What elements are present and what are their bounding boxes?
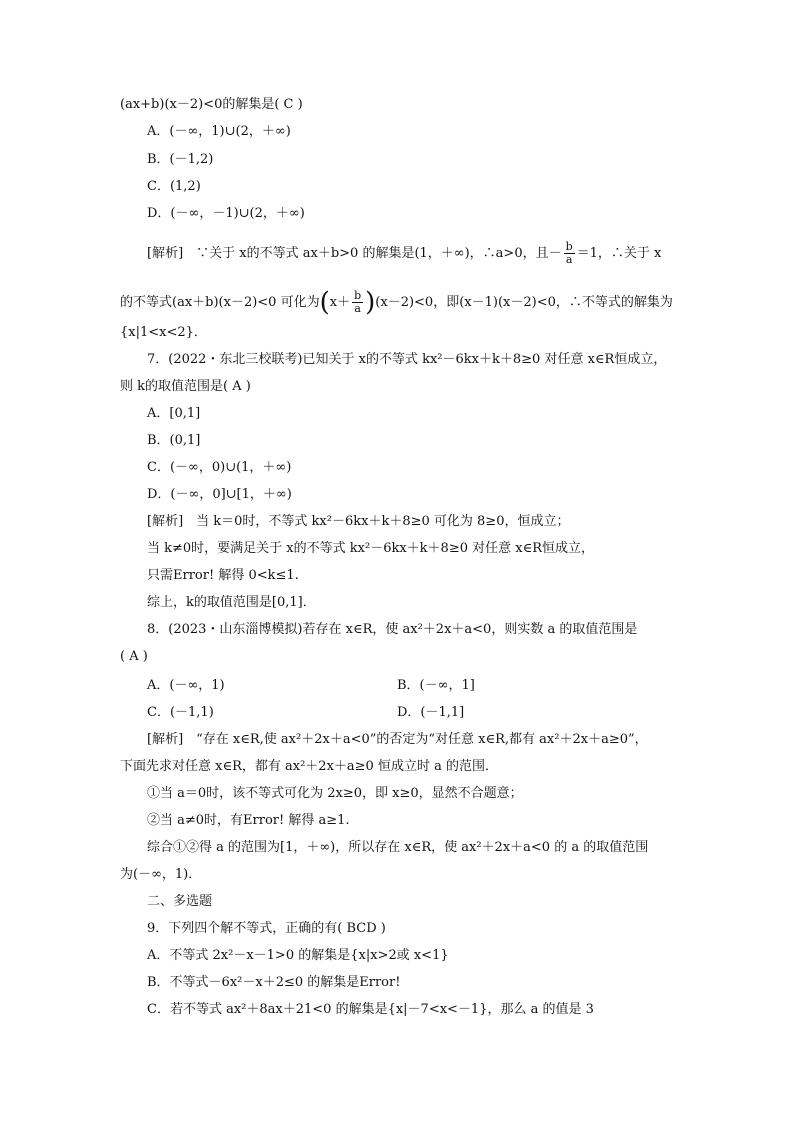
q7-stem-line-1: 7．(2022・东北三校联考)已知关于 x的不等式 kx²－6kx＋k＋8≥0 对任意 x∈R恒成立， — [147, 352, 667, 367]
fraction-b-over-a — [564, 241, 575, 266]
q8-option-c: C．(－1,1) — [147, 705, 214, 720]
q9-option-b: B．不等式－6x²－x＋2≤0 的解集是Error! — [147, 975, 401, 990]
q7-analysis-line-1: [解析] 当 k＝0时，不等式 kx²－6kx＋k＋8≥0 可化为 8≥0，恒成立； — [147, 514, 570, 529]
q7-analysis-line-3: 只需Error! 解得 0<k≤1. — [147, 568, 299, 583]
q7-option-b: B．(0,1] — [147, 433, 201, 448]
q8-stem-line-2: ( A ) — [120, 649, 148, 664]
q6-analysis-text-3: (x－2)<0，即(x－1)(x－2)<0，∴不等式的解集为 — [375, 295, 673, 310]
q6-option-a: A．(－∞，1)∪(2，＋∞) — [147, 124, 291, 139]
paren-inner-text: x＋ — [329, 295, 351, 310]
fraction-denominator: a — [565, 253, 573, 266]
right-paren: ) — [365, 287, 376, 318]
q7-option-d: D．(－∞，0]∪[1，＋∞) — [147, 487, 292, 502]
q6-analysis-line-2 — [120, 287, 673, 318]
left-paren: ( — [319, 287, 330, 318]
q7-option-c: C．(－∞，0)∪(1，＋∞) — [147, 460, 292, 475]
fraction-b-over-a — [352, 290, 363, 315]
q9-option-a: A．不等式 2x²－x－1>0 的解集是{x|x>2或 x<1} — [147, 948, 449, 963]
q8-option-d: D．(－1,1] — [397, 705, 465, 720]
q7-analysis-line-2: 当 k≠0时，要满足关于 x的不等式 kx²－6kx＋k＋8≥0 对任意 x∈R恒成立， — [147, 541, 594, 556]
q8-analysis-line-2: 下面先求对任意 x∈R，都有 ax²＋2x＋a≥0 恒成立时 a 的范围． — [120, 759, 498, 774]
q6-stem: (ax+b)(x－2)<0的解集是( C ) — [120, 97, 303, 112]
q7-analysis-line-4: 综上，k的取值范围是[0,1]． — [147, 595, 316, 610]
q8-analysis-line-5: 综合①②得 a 的范围为[1，＋∞)，所以存在 x∈R，使 ax²＋2x＋a<0 的 a 的取值范围 — [147, 840, 649, 855]
q8-analysis-line-4: ②当 a≠0时，有Error! 解得 a≥1. — [147, 813, 350, 828]
q8-option-a: A．(－∞，1) — [147, 678, 225, 693]
q8-analysis-line-3: ①当 a＝0时，该不等式可化为 2x≥0，即 x≥0，显然不合题意； — [147, 786, 523, 801]
fraction-numerator: b — [354, 289, 362, 302]
q8-stem-line-1: 8．(2023・山东淄博模拟)若存在 x∈R，使 ax²＋2x＋a<0，则实数 a 的取值范围是 — [147, 622, 638, 637]
q6-analysis-line-3: {x|1<x<2}． — [120, 325, 207, 340]
q8-analysis-line-1: [解析] “存在 x∈R,使 ax²＋2x＋a<0”的否定为“对任意 x∈R,都有 ax²＋2x＋a≥0”， — [147, 732, 648, 747]
q8-option-b: B．(－∞，1] — [397, 678, 475, 693]
q6-analysis-tail: ＝1，∴关于 x — [576, 246, 662, 261]
q6-analysis-text: [解析] ∵关于 x的不等式 ax＋b>0 的解集是(1，＋∞)，∴a>0，且－ — [147, 246, 562, 261]
q7-stem-line-2: 则 k的取值范围是( A ) — [120, 379, 251, 394]
q6-analysis-line-1 — [147, 241, 661, 266]
q6-option-c: C．(1,2) — [147, 179, 201, 194]
q6-option-d: D．(－∞，－1)∪(2，＋∞) — [147, 206, 305, 221]
section-title: 二、多选题 — [147, 894, 213, 909]
q7-option-a: A．[0,1] — [147, 406, 201, 421]
fraction-numerator: b — [565, 240, 573, 253]
q6-analysis-text-2: 的不等式(ax＋b)(x－2)<0 可化为 — [120, 295, 320, 310]
q9-option-c: C．若不等式 ax²＋8ax＋21<0 的解集是{x|－7<x<－1}，那么 a 的值是 3 — [147, 1002, 594, 1017]
q8-analysis-line-6: 为(－∞，1)． — [120, 867, 202, 882]
q9-stem: 9．下列四个解不等式，正确的有( BCD ) — [147, 921, 386, 936]
fraction-denominator: a — [354, 302, 361, 315]
q6-option-b: B．(－1,2) — [147, 152, 214, 167]
